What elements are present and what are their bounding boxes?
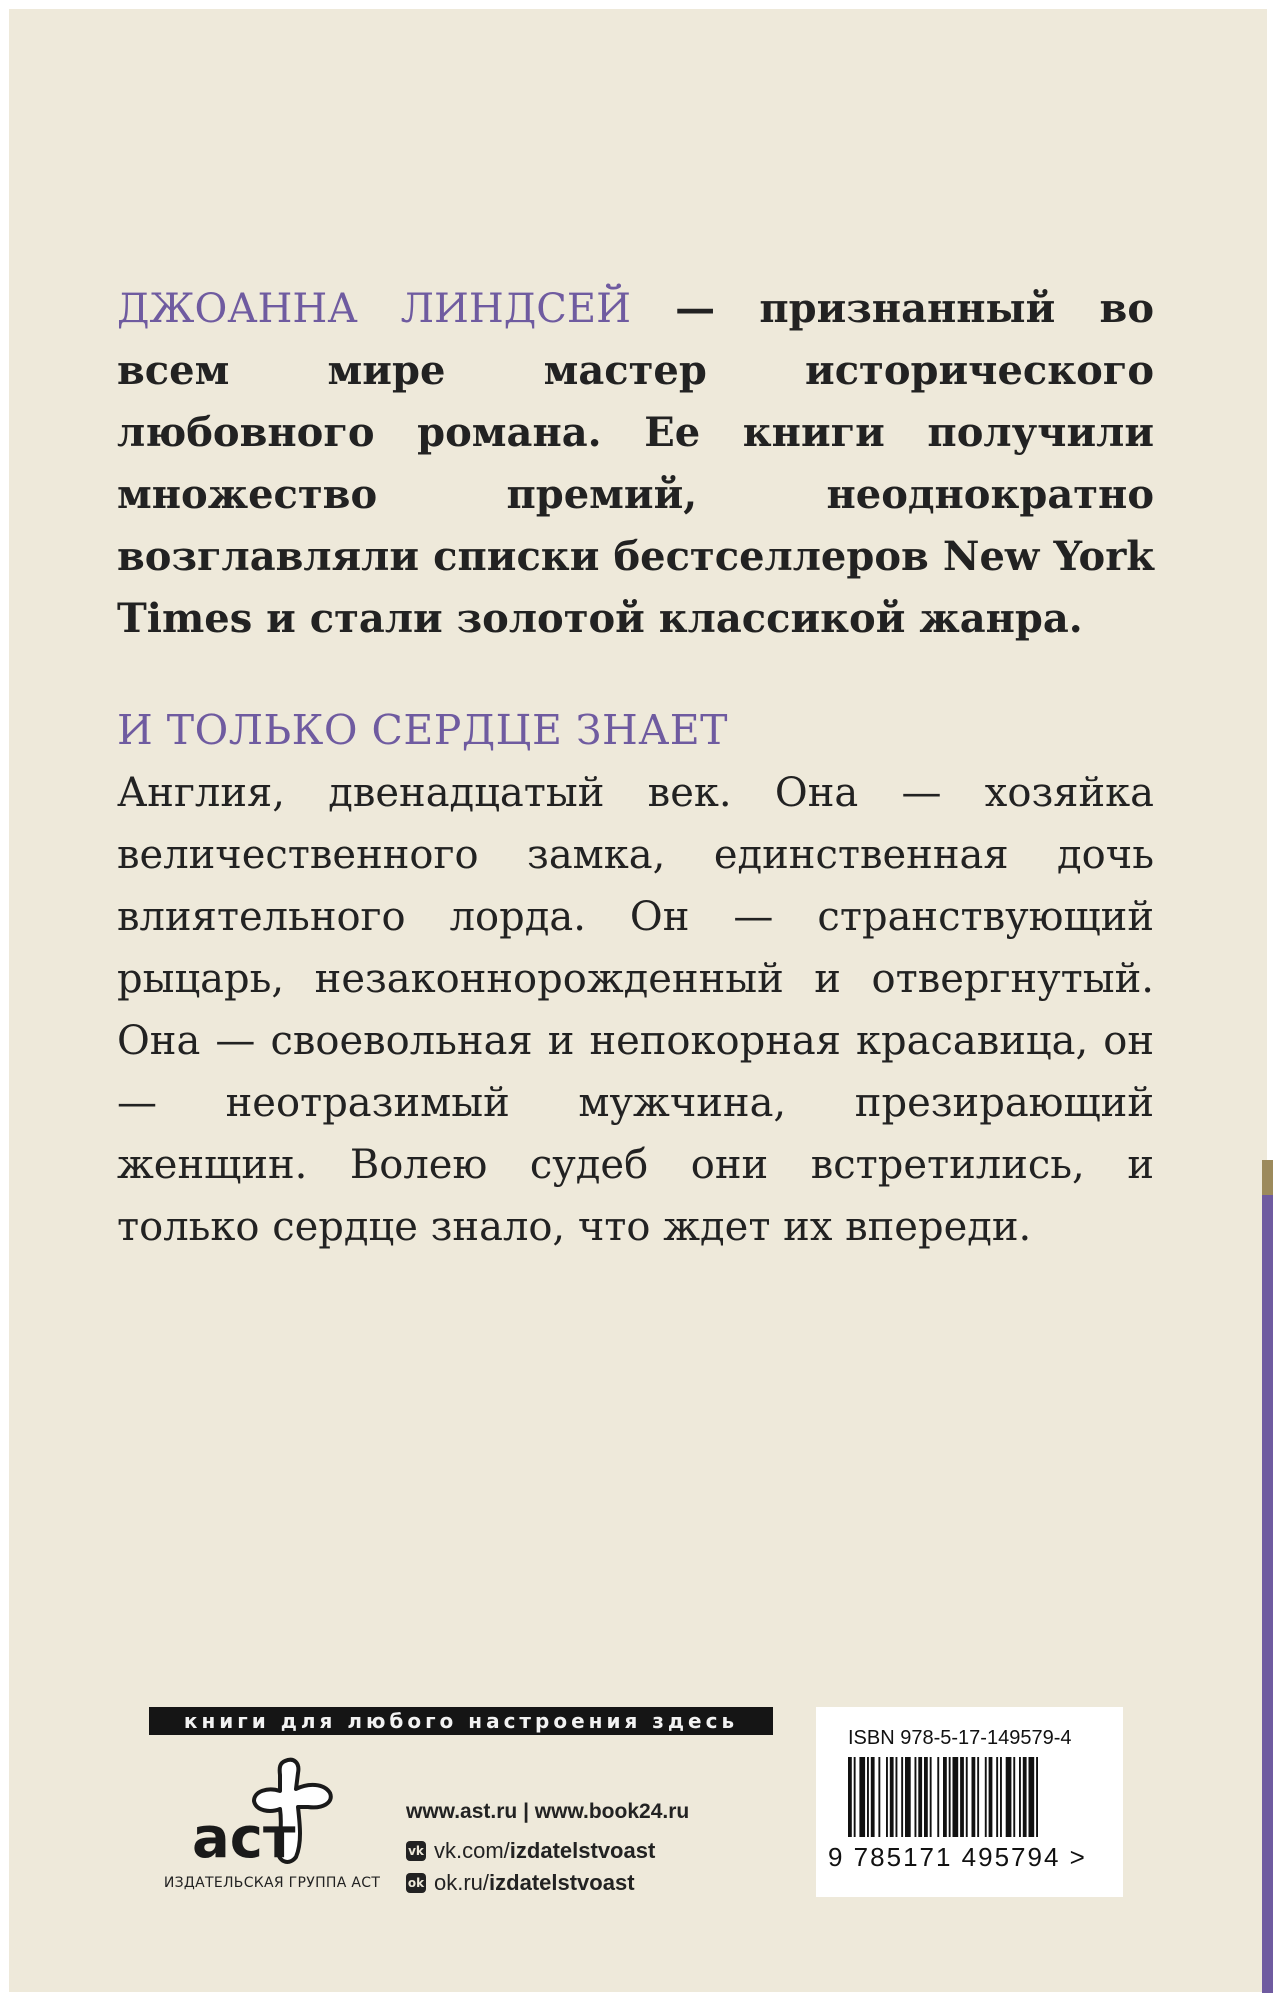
barcode-bar: [890, 1757, 894, 1837]
spine-gold-stripe: [1262, 1160, 1273, 1195]
barcode-bar: [867, 1757, 869, 1837]
vk-handle: izdatelstvoast: [509, 1838, 656, 1863]
barcode-bar: [960, 1757, 964, 1837]
barcode-bar: [1029, 1757, 1035, 1837]
barcode-bar: [985, 1757, 987, 1837]
publisher-websites[interactable]: www.ast.ru | www.book24.ru: [406, 1800, 690, 1823]
barcode-bar: [1036, 1757, 1038, 1837]
barcode-bar: [1006, 1757, 1012, 1837]
barcode-bar: [905, 1757, 911, 1837]
barcode-bar: [924, 1757, 928, 1837]
barcode-bar: [871, 1757, 875, 1837]
barcode-bar: [878, 1757, 880, 1837]
barcode-bar: [848, 1757, 852, 1837]
vk-link[interactable]: [406, 1838, 655, 1864]
barcode-panel: [816, 1707, 1123, 1897]
author-bio-text: — признанный во всем мире мастер исторического любовного романа. Ее книги получили множество премий, неоднократно возглавляли списки бестселлеров New York Times и стали золотой классикой жанра.: [117, 285, 1154, 642]
author-name: ДЖОАННА ЛИНДСЕЙ: [117, 286, 631, 332]
barcode-bar: [886, 1757, 888, 1837]
ast-logo: [190, 1753, 350, 1873]
barcode-bar: [854, 1757, 856, 1837]
book-annotation: Англия, двенадцатый век. Она — хозяйка величественного замка, единственная дочь влиятельного лорда. Он — странствующий рыцарь, незаконнорожденный и отвергнутый. Она — своевольная и непокорная красавица, он — неотразимый мужчина, презирающий женщин. Волею судеб они встретились, и только сердце знало, что ждет их впереди.: [117, 770, 1154, 1250]
barcode-bar: [915, 1757, 917, 1837]
ok-prefix: ok.ru/: [434, 1870, 490, 1895]
vk-prefix: vk.com/: [434, 1838, 510, 1863]
ok-handle: izdatelstvoast: [489, 1870, 635, 1895]
barcode-bar: [996, 1757, 998, 1837]
barcode-bar: [953, 1757, 959, 1837]
barcode-bar: [943, 1757, 947, 1837]
barcode-bar: [896, 1757, 898, 1837]
ok-icon: ok: [406, 1873, 426, 1893]
logo-text: аст: [192, 1806, 296, 1871]
ean-digits: 9 785171 495794 >: [828, 1842, 1087, 1872]
barcode-bars: [848, 1757, 1092, 1837]
barcode-bar: [949, 1757, 951, 1837]
publisher-imprint: ИЗДАТЕЛЬСКАЯ ГРУППА АСТ: [163, 1875, 381, 1891]
barcode-bar: [901, 1757, 903, 1837]
barcode-bar: [1013, 1757, 1015, 1837]
barcode-bar: [918, 1757, 922, 1837]
vk-icon: vk: [406, 1841, 426, 1861]
book-title: И ТОЛЬКО СЕРДЦЕ ЗНАЕТ: [117, 706, 729, 754]
barcode-bar: [937, 1757, 939, 1837]
barcode-bar: [930, 1757, 932, 1837]
isbn-label: ISBN 978-5-17-149579-4: [848, 1727, 1072, 1749]
barcode-bar: [1019, 1757, 1021, 1837]
barcode-bar: [1000, 1757, 1002, 1837]
ok-link[interactable]: [406, 1870, 635, 1896]
barcode-bar: [977, 1757, 979, 1837]
author-bio: [117, 278, 1154, 650]
barcode-bar: [989, 1757, 993, 1837]
barcode-bar: [859, 1757, 865, 1837]
barcode-bar: [972, 1757, 976, 1837]
barcode-bar: [1023, 1757, 1027, 1837]
barcode-bar: [966, 1757, 968, 1837]
spine-purple-stripe: [1262, 1195, 1273, 1993]
tagline-banner: книги для любого настроения здесь: [149, 1707, 773, 1735]
